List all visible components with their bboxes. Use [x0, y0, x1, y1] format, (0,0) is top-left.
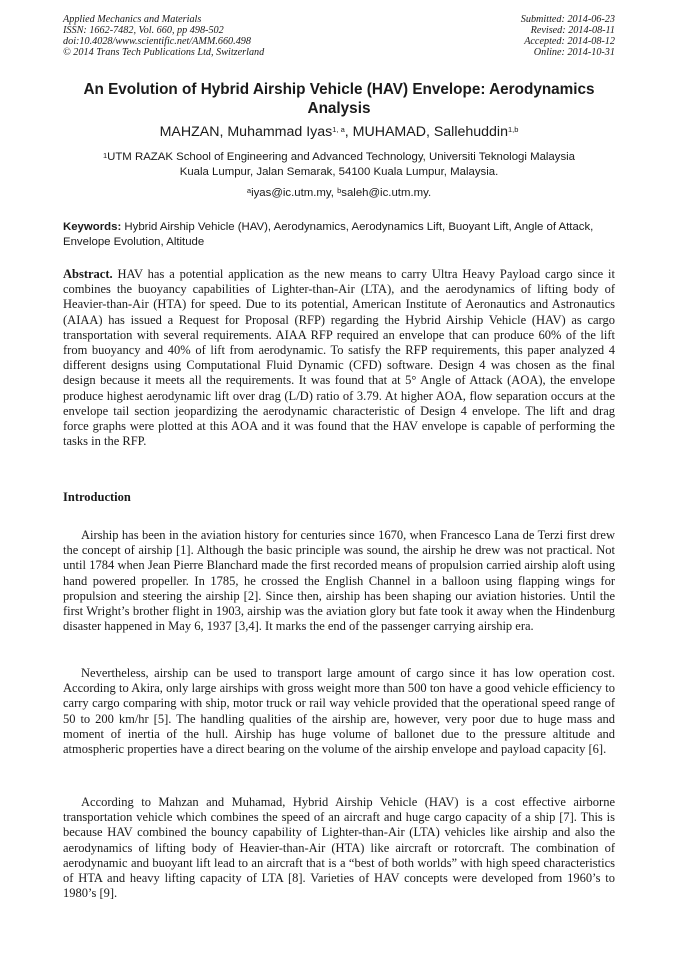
paper-title: An Evolution of Hybrid Airship Vehicle (HAV) Envelope: Aerodynamics Analysis: [83, 81, 595, 117]
journal-issn: ISSN: 1662-7482, Vol. 660, pp 498-502: [63, 25, 224, 36]
keywords-block: [63, 220, 615, 250]
author-2-affiliation-mark: 1,b: [507, 125, 519, 134]
affiliation: [40, 150, 638, 180]
publication-dates: [395, 14, 615, 58]
journal-info: [63, 14, 353, 58]
keywords-text: Hybrid Airship Vehicle (HAV), Aerodynamics, Aerodynamics Lift, Buoyant Lift, Angle of Attack, Envelope Evolution, Altitude: [63, 221, 594, 248]
section-heading-introduction: Introduction: [63, 490, 131, 504]
date-submitted: Submitted: 2014-06-23: [520, 14, 615, 25]
email-b[interactable]: saleh@ic.utm.my.: [341, 187, 432, 199]
keywords-label: Keywords:: [63, 221, 125, 233]
date-online: Online: 2014-10-31: [533, 47, 615, 58]
journal-name: Applied Mechanics and Materials: [63, 14, 202, 25]
abstract-text: HAV has a potential application as the new means to carry Ultra Heavy Payload cargo since it combines the buoyancy capabilities of Lighter-than-Air (LTA), and the aerodynamics of lifting body of Heavier-than-Air (HTA) for speed. Due to its potential, American Institute of Aeronautics and Astronautics (AIAA) has issued a Request for Proposal (RFP) regarding the Hybrid Airship Vehicle (HAV) as cargo transportation with several requirements. AIAA RFP required an envelope that can produce 60% of the lift from buoyancy and 40% of lift from aerodynamic. To satisfy the RFP requirements, this paper analyzed 4 different designs using Computational Fluid Dynamic (CFD) software. Design 4 was chosen as the final design because it meets all the requirements. It was found that at 5° Angle of Attack (AOA), the envelope produce highest aerodynamic lift over drag (L/D) ratio of 3.79. At higher AOA, flow separation occurs at the envelope tail section jeopardizing the aerodynamic characteristic of Design 4 envelope. The lift and drag force graphs were plotted at this AOA and it was found that the HAV envelope is capable of performing the tasks in the RFP.: [63, 267, 615, 449]
date-revised: Revised: 2014-08-11: [530, 25, 615, 36]
email-b-mark: b: [337, 186, 342, 195]
introduction-paragraph-2: Nevertheless, airship can be used to transport large amount of cargo since it has low operation cost. According to Akira, only large airships with gross weight more than 500 ton have a good vehicle efficiency to carry cargo comparing with ship, motor truck or rail way vehicle provided that the operational speed range of 50 to 200 km/hr [5]. The handling qualities of the airship are, however, very poor due to huge mass and moment of inertia of the hull. Airship has huge volume of ballonet due to the pressure altitude and atmospheric properties have a direct bearing on the volume of the airship envelope and payload capacity [6].: [63, 666, 615, 757]
introduction-paragraph-1: Airship has been in the aviation history for centuries since 1670, when Francesco Lana de Terzi first drew the concept of airship [1]. Although the basic principle was sound, the airship he drew was not practical. Not until 1784 when Jean Pierre Blanchard made the first recorded means of propulsion carried airship aloft using hand powered propeller. In 1785, he crossed the English Channel in a balloon using flapping wings for propulsion and steering the airship [2]. Since then, airship has been shaping our aviation histories. Until the first Wright’s brother flight in 1903, airship was the aviation glory but fate took it away when the Hindenburg disaster happened in May 6, 1937 [3,4]. It marks the end of the passenger carrying airship era.: [63, 528, 615, 634]
author-1-affiliation-mark: 1, a: [332, 125, 345, 134]
author-separator: ,: [344, 124, 353, 140]
date-accepted: Accepted: 2014-08-12: [524, 36, 615, 47]
abstract-block: [63, 267, 615, 449]
affiliation-line-1: UTM RAZAK School of Engineering and Advanced Technology, Universiti Teknologi Malaysia: [107, 151, 576, 163]
author-2: MUHAMAD, Sallehuddin: [352, 124, 508, 140]
email-a[interactable]: iyas@ic.utm.my,: [251, 187, 338, 199]
author-emails: [40, 186, 638, 200]
author-list: [40, 123, 638, 141]
email-a-mark: a: [246, 186, 252, 195]
journal-copyright: © 2014 Trans Tech Publications Ltd, Switzerland: [63, 47, 265, 58]
journal-doi[interactable]: doi:10.4028/www.scientific.net/AMM.660.498: [63, 36, 251, 47]
introduction-paragraph-3: According to Mahzan and Muhamad, Hybrid Airship Vehicle (HAV) is a cost effective airborne transportation vehicle which combines the speed of an aircraft and huge cargo capacity of a ship [7]. This is because HAV combined the bouncy capability of Lighter-than-Air (LTA) vehicles like airship and also the aerodynamics of lifting body of Heavier-than-Air (HTA) like aircraft or rotorcraft. The combination of aerodynamic and buoyant lift lead to an aircraft that is a “best of both worlds” with high speed characteristics of HTA and heavy lifting capacity of LTA [8]. Varieties of HAV concepts were developed from 1960’s to 1980’s [9].: [63, 795, 615, 901]
author-1: MAHZAN, Muhammad Iyas: [159, 124, 333, 140]
abstract-label: Abstract.: [63, 267, 113, 281]
affiliation-mark: 1: [102, 151, 108, 160]
affiliation-line-2: Kuala Lumpur, Jalan Semarak, 54100 Kuala Lumpur, Malaysia.: [179, 166, 499, 178]
